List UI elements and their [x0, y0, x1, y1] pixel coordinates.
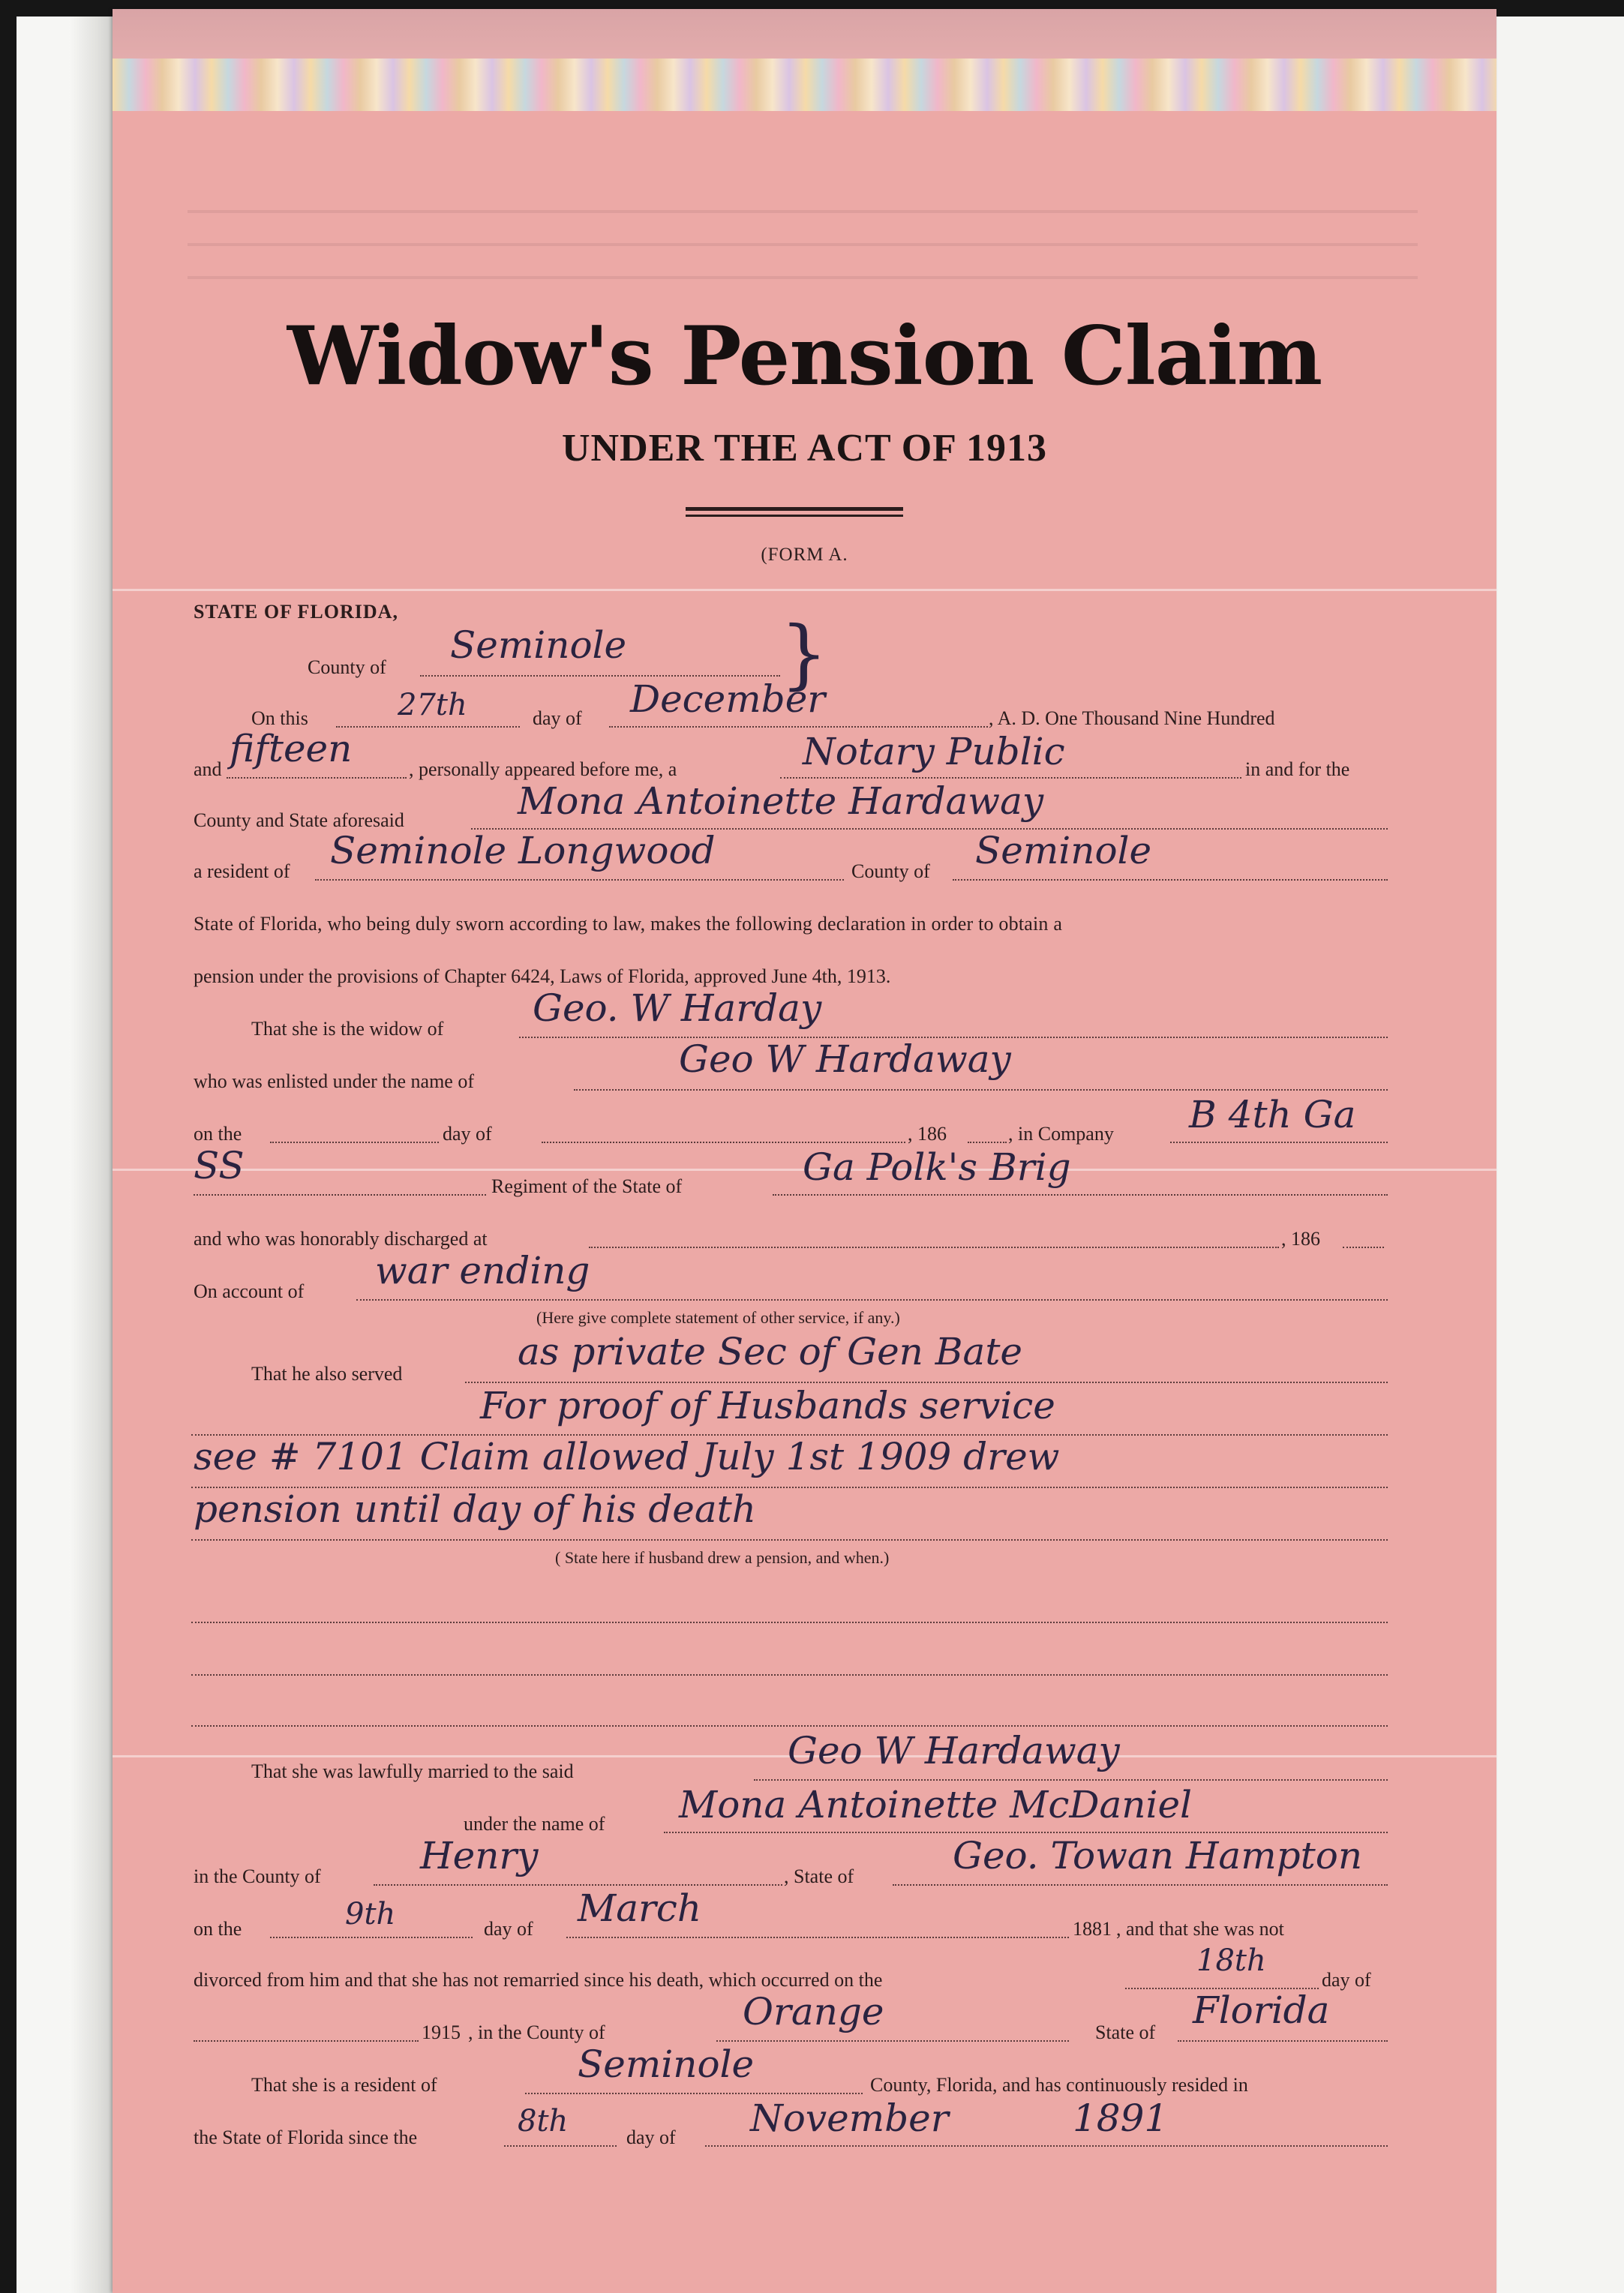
- death-state-label: State of: [1095, 2021, 1156, 2043]
- and-label: and: [194, 758, 222, 780]
- blank-line: [191, 1674, 1388, 1676]
- fold-crease: [113, 589, 1496, 591]
- enlist-day-line: [270, 1142, 439, 1143]
- paper-top-strip: [113, 9, 1496, 59]
- enlist-month-line: [542, 1142, 905, 1143]
- marriage-county-line: [374, 1884, 782, 1886]
- marriage-month-line: [566, 1937, 1069, 1938]
- since-day-of-label: day of: [626, 2126, 676, 2148]
- widow-of-label: That she is the widow of: [251, 1018, 444, 1040]
- blank-line: [191, 1725, 1388, 1727]
- married-label: That she was lawfully married to the said: [251, 1760, 574, 1782]
- regiment-label: Regiment of the State of: [491, 1175, 683, 1197]
- also-served-label: That he also served: [251, 1363, 403, 1385]
- month-value: December: [630, 677, 826, 721]
- service-value-4: pension until day of his death: [194, 1487, 756, 1531]
- account-value: war ending: [375, 1249, 590, 1292]
- day-of-label-2: day of: [443, 1123, 492, 1145]
- death-county-label: , in the County of: [468, 2021, 605, 2043]
- marriage-day-of-label: day of: [484, 1918, 533, 1940]
- not-divorced-label: , and that she was not: [1116, 1918, 1284, 1940]
- marriage-month-value: March: [578, 1886, 702, 1930]
- marriage-on-label: on the: [194, 1918, 242, 1940]
- service-line-1: [465, 1382, 1388, 1383]
- service-value-2: For proof of Husbands service: [480, 1384, 1055, 1427]
- form-label: (FORM A.: [761, 545, 848, 565]
- death-day-of-label: day of: [1322, 1969, 1371, 1991]
- officer-value: Notary Public: [803, 730, 1065, 773]
- state-label: STATE OF FLORIDA,: [194, 601, 398, 623]
- service-line-4: [191, 1539, 1388, 1541]
- county-of-label: County of: [851, 860, 930, 882]
- resident-line: [525, 2093, 863, 2094]
- since-month-value: November: [750, 2096, 949, 2140]
- holographic-strip: [113, 59, 1496, 111]
- page-fold-shadow: [69, 17, 114, 2293]
- other-service-note: (Here give complete statement of other service, if any.): [536, 1308, 900, 1327]
- death-year-value: 1915: [422, 2021, 461, 2043]
- death-state-value: Florida: [1193, 1988, 1330, 2032]
- death-state-line: [1178, 2040, 1388, 2042]
- page-title: Widow's Pension Claim: [287, 309, 1322, 404]
- maiden-label: under the name of: [464, 1813, 605, 1835]
- marriage-day-line: [270, 1937, 473, 1938]
- since-day-value: 8th: [518, 2104, 569, 2138]
- pension-note: ( State here if husband drew a pension, and when.): [555, 1548, 890, 1567]
- regiment-number-value: SS: [194, 1144, 245, 1187]
- divorced-line: divorced from him and that she has not remarried since his death, which occurred on the: [194, 1969, 883, 1991]
- regiment-state-value: Ga Polk's Brig: [803, 1145, 1071, 1189]
- discharge-year-line: [1343, 1247, 1384, 1248]
- service-value-3: see # 7101 Claim allowed July 1st 1909 drew: [194, 1435, 1060, 1478]
- year-line: [227, 777, 407, 779]
- continuous-label: County, Florida, and has continuously resided in: [870, 2074, 1248, 2096]
- declaration-line-1: State of Florida, who being duly sworn according to law, makes the following declaration in order to obtain a: [194, 913, 1063, 935]
- married-value: Geo W Hardaway: [788, 1729, 1120, 1772]
- title-rule: [686, 507, 903, 511]
- company-line: [1170, 1142, 1388, 1143]
- marriage-county-label: in the County of: [194, 1865, 321, 1887]
- marriage-county-value: Henry: [420, 1834, 539, 1877]
- company-value: B 4th Ga: [1189, 1093, 1356, 1136]
- service-value-1: as private Sec of Gen Bate: [518, 1330, 1022, 1373]
- married-line: [754, 1779, 1388, 1781]
- brace-mark: }: [780, 610, 828, 698]
- county-line: [420, 675, 780, 677]
- resident-value: Seminole: [578, 2042, 755, 2086]
- day-line: [336, 726, 520, 728]
- marriage-state-label: , State of: [784, 1865, 854, 1887]
- regiment-number-line: [194, 1194, 486, 1196]
- ad-text: , A. D. One Thousand Nine Hundred: [989, 707, 1275, 729]
- marriage-year-value: 1881: [1073, 1918, 1112, 1940]
- day-value: 27th: [398, 688, 467, 722]
- officer-line: [780, 777, 1241, 779]
- scan-border-left: [0, 0, 17, 2293]
- since-day-line: [504, 2145, 617, 2147]
- county-label: County of: [308, 656, 386, 678]
- in-and-for-text: in and for the: [1245, 758, 1350, 780]
- maiden-value: Mona Antoinette McDaniel: [679, 1783, 1193, 1826]
- title-rule: [686, 515, 903, 517]
- death-county-value: Orange: [743, 1990, 884, 2033]
- year-186-label: , 186: [908, 1123, 947, 1145]
- blank-line: [191, 1622, 1388, 1623]
- residence-county-value: Seminole: [975, 829, 1152, 872]
- marriage-state-value: Geo. Towan Hampton: [953, 1834, 1363, 1877]
- marriage-state-line: [893, 1884, 1388, 1886]
- claimant-value: Mona Antoinette Hardaway: [518, 779, 1044, 823]
- resident-label: That she is a resident of: [251, 2074, 437, 2096]
- residence-line: [315, 879, 844, 881]
- bleed-through-marks: [188, 180, 1418, 300]
- enlisted-label: who was enlisted under the name of: [194, 1070, 475, 1092]
- account-line: [356, 1299, 1388, 1301]
- husband-value: Geo. W Harday: [533, 986, 822, 1030]
- marriage-day-value: 9th: [345, 1897, 396, 1931]
- enlisted-line: [574, 1089, 1388, 1091]
- maiden-line: [664, 1832, 1388, 1833]
- death-county-line: [716, 2040, 1069, 2042]
- company-label: , in Company: [1008, 1123, 1114, 1145]
- month-line: [609, 726, 988, 728]
- page-subtitle: UNDER THE ACT OF 1913: [561, 427, 1048, 470]
- enlisted-value: Geo W Hardaway: [679, 1037, 1011, 1081]
- year-value: fifteen: [230, 727, 353, 770]
- county-value: Seminole: [450, 623, 627, 667]
- residence-value: Seminole Longwood: [330, 829, 716, 872]
- since-label: the State of Florida since the: [194, 2126, 418, 2148]
- account-label: On account of: [194, 1280, 305, 1302]
- on-the-label: on the: [194, 1123, 242, 1145]
- since-year-value: 1891: [1073, 2096, 1169, 2140]
- county-state-text: County and State aforesaid: [194, 809, 404, 831]
- residence-county-line: [953, 879, 1388, 881]
- appeared-text: , personally appeared before me, a: [409, 758, 677, 780]
- since-month-line: [705, 2145, 1388, 2147]
- discharged-line: [589, 1247, 1279, 1248]
- regiment-state-line: [773, 1194, 1388, 1196]
- enlist-year-line: [968, 1142, 1007, 1143]
- declaration-line-2: pension under the provisions of Chapter 6424, Laws of Florida, approved June 4th, 1913.: [194, 965, 891, 987]
- discharged-label: and who was honorably discharged at: [194, 1228, 488, 1250]
- death-month-line: [194, 2040, 419, 2042]
- resident-of-label: a resident of: [194, 860, 290, 882]
- on-this-label: On this: [251, 707, 308, 729]
- year-186-end: , 186: [1281, 1228, 1320, 1250]
- day-of-label: day of: [533, 707, 582, 729]
- death-day-value: 18th: [1196, 1943, 1266, 1978]
